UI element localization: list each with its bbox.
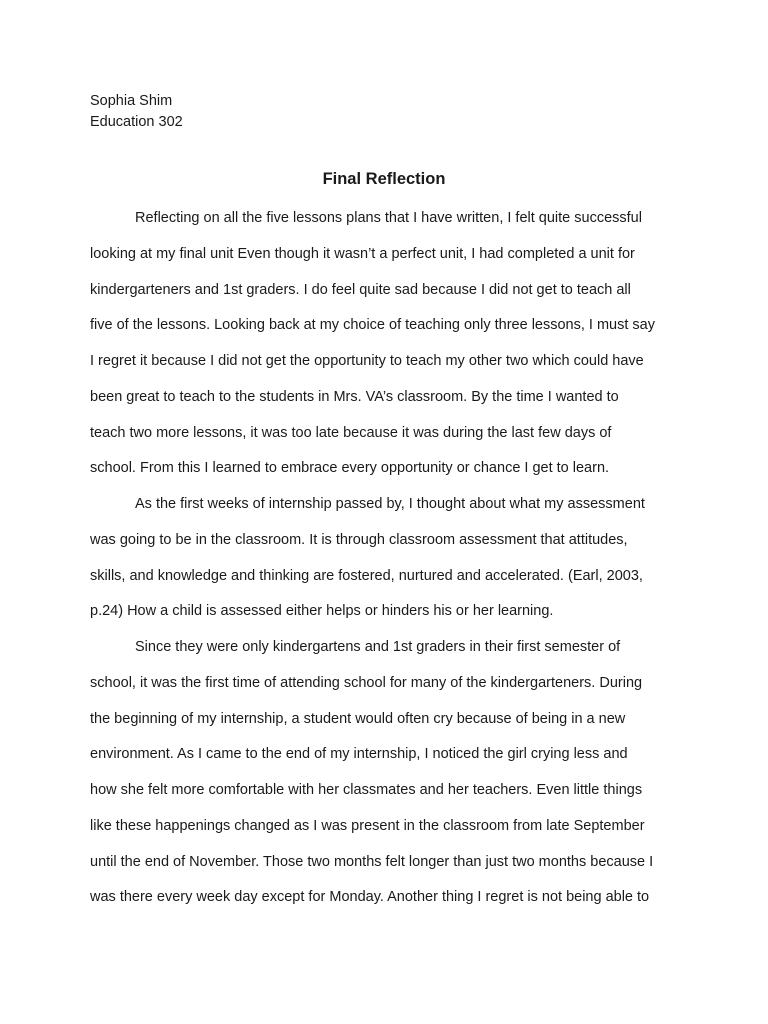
course-name: Education 302 xyxy=(90,114,183,130)
paragraph-line: kindergarteners and 1st graders. I do feel quite sad because I did not get to teach all xyxy=(90,281,631,298)
paragraph-line: how she felt more comfortable with her classmates and her teachers. Even little things xyxy=(90,782,643,798)
paragraph-line: teach two more lessons, it was too late because it was during the last few days of xyxy=(90,424,612,441)
paragraph-line: was there every week day except for Monday. Another thing I regret is not being able to xyxy=(90,889,650,906)
paragraph-line: As the first weeks of internship passed by, I thought about what my assessment xyxy=(135,496,645,512)
paragraph-line: I regret it because I did not get the opportunity to teach my other two which could have xyxy=(90,353,644,369)
document-header xyxy=(90,91,183,133)
document-title: Final Reflection xyxy=(322,170,446,188)
paragraph-line: was going to be in the classroom. It is through classroom assessment that attitudes, xyxy=(90,531,628,548)
author-name: Sophia Shim xyxy=(90,93,173,109)
paragraph-line: like these happenings changed as I was present in the classroom from late September xyxy=(90,817,645,834)
paragraph-line: skills, and knowledge and thinking are fostered, nurtured and accelerated. (Earl, 2003, xyxy=(90,567,643,584)
paragraph-line: the beginning of my internship, a student would often cry because of being in a new xyxy=(90,710,626,727)
paragraph-line: p.24) How a child is assessed either helps or hinders his or her learning. xyxy=(90,603,554,620)
paragraph-line: school. From this I learned to embrace every opportunity or chance I get to learn. xyxy=(90,460,610,477)
document-body xyxy=(90,206,690,921)
paragraph-line: Reflecting on all the five lessons plans that I have written, I felt quite successful xyxy=(135,210,642,226)
paragraph-line: looking at my final unit Even though it wasn’t a perfect unit, I had completed a unit for xyxy=(90,245,635,262)
paragraph-line: five of the lessons. Looking back at my choice of teaching only three lessons, I must say xyxy=(90,317,655,334)
paragraph-line: been great to teach to the students in Mrs. VA’s classroom. By the time I wanted to xyxy=(90,388,619,405)
paragraph-line: until the end of November. Those two months felt longer than just two months because I xyxy=(90,853,654,870)
paragraph-line: Since they were only kindergartens and 1st graders in their first semester of xyxy=(135,639,621,655)
paragraph-line: environment. As I came to the end of my internship, I noticed the girl crying less and xyxy=(90,746,628,763)
paragraph-line: school, it was the first time of attending school for many of the kindergarteners. During xyxy=(90,674,643,691)
